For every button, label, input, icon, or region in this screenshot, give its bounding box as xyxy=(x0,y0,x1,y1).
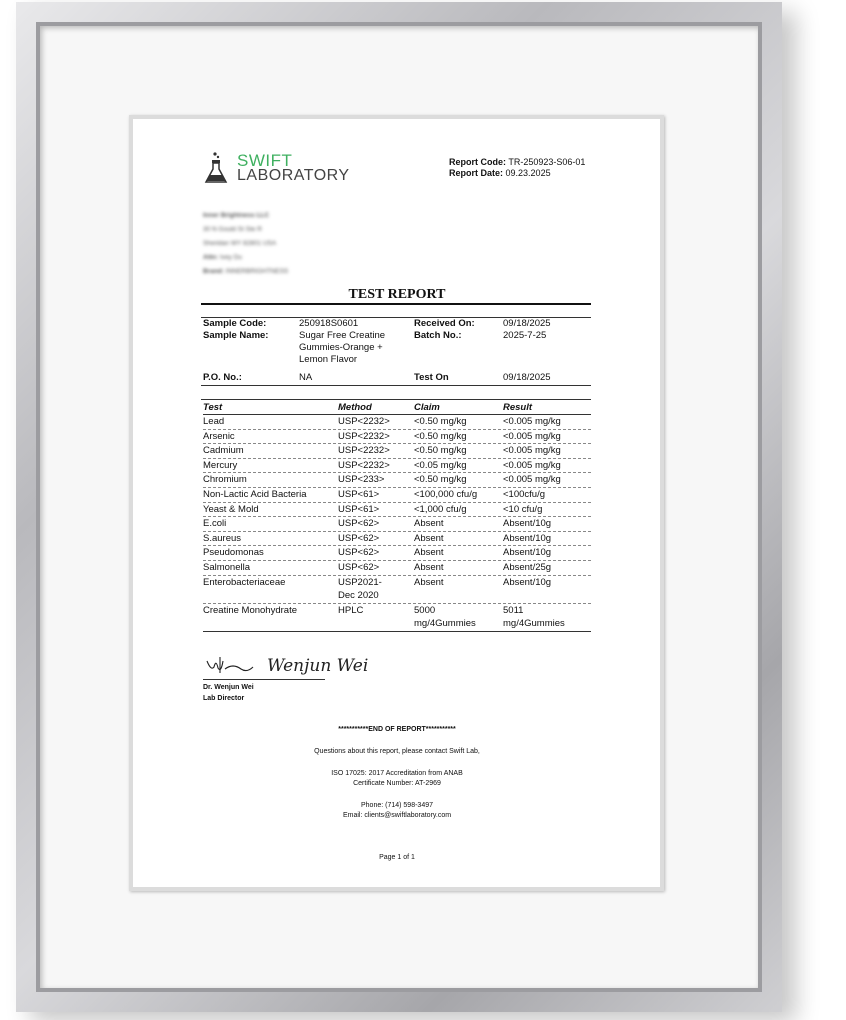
header-result: Result xyxy=(503,402,533,413)
cell-result: <0.005 mg/kg xyxy=(503,474,561,486)
cell-claim: Absent xyxy=(414,532,444,544)
client-address-block xyxy=(203,209,288,279)
report-meta xyxy=(449,157,585,179)
client-company: Inner Brightness LLC xyxy=(203,212,270,219)
info-row xyxy=(203,318,591,330)
title-rule xyxy=(201,303,591,305)
cell-result: <0.005 mg/kg xyxy=(503,459,561,471)
cell-method: USP<62> xyxy=(338,561,380,573)
cell-result: Absent/10g xyxy=(503,532,552,544)
table-row xyxy=(203,546,591,561)
table-row xyxy=(203,503,591,518)
signature-text: Wenjun Wei xyxy=(267,656,369,676)
cell-test: Pseudomonas xyxy=(203,547,264,559)
signer-role: Lab Director xyxy=(203,695,245,702)
cell-method: USP<62> xyxy=(338,518,380,530)
method-line-2: Dec 2020 xyxy=(338,590,379,602)
attn-name: Ivey Du xyxy=(219,254,243,261)
end-of-report: ***********END OF REPORT*********** xyxy=(338,726,456,733)
client-address-line-1: 30 N Gould St Ste R xyxy=(203,226,262,233)
received-date: 09/18/2025 xyxy=(503,318,551,329)
method-line-1: USP2021- xyxy=(338,576,382,588)
table-row xyxy=(203,532,591,547)
swift-laboratory-logo xyxy=(203,151,350,185)
info-row xyxy=(203,372,591,384)
cell-method: USP<2232> xyxy=(338,459,390,471)
document-title: TEST REPORT xyxy=(348,287,446,302)
cell-result: <10 cfu/g xyxy=(503,503,543,515)
cell-test: Cadmium xyxy=(203,445,244,457)
report-date: 09.23.2025 xyxy=(505,168,551,178)
signer-name: Dr. Wenjun Wei xyxy=(203,684,254,691)
iso-accreditation: ISO 17025: 2017 Accreditation from ANAB xyxy=(331,770,463,777)
cell-method: USP<233> xyxy=(338,474,385,486)
cell-test: E.coli xyxy=(203,518,227,530)
info-bottom-rule xyxy=(201,385,591,386)
sample-code-label: Sample Code: xyxy=(203,318,267,329)
test-results-table xyxy=(203,401,591,632)
sample-name-label: Sample Name: xyxy=(203,330,269,341)
table-row xyxy=(203,488,591,503)
header-method: Method xyxy=(338,402,372,413)
cell-claim: <1,000 cfu/g xyxy=(414,503,467,515)
cell-result: Absent/10g xyxy=(503,547,552,559)
cell-test: Mercury xyxy=(203,459,238,471)
cell-method: USP<2232> xyxy=(338,445,390,457)
brand-label: Brand: xyxy=(203,268,224,275)
cell-claim: <0.50 mg/kg xyxy=(414,445,467,457)
cell-claim: <0.50 mg/kg xyxy=(414,474,467,486)
cell-claim: Absent xyxy=(414,547,444,559)
phone: Phone: (714) 598-3497 xyxy=(361,802,433,809)
table-row xyxy=(203,473,591,488)
page-number: Page 1 of 1 xyxy=(379,854,415,861)
cell-claim: Absent xyxy=(414,518,444,530)
cell-claim: <100,000 cfu/g xyxy=(414,488,478,500)
table-row xyxy=(203,561,591,576)
logo-laboratory-text: LABORATORY xyxy=(237,167,350,184)
test-on-label: Test On xyxy=(414,372,449,383)
cell-result: Absent/10g xyxy=(503,518,552,530)
cell-test: Yeast & Mold xyxy=(203,503,259,515)
client-address-line-2: Sheridan WY 82801 USA xyxy=(203,240,277,247)
cell-claim: Absent xyxy=(414,561,444,573)
sample-info-table xyxy=(203,318,591,384)
batch-number: 2025-7-25 xyxy=(503,330,547,341)
cell-test: Lead xyxy=(203,416,225,427)
report-footer xyxy=(203,725,591,821)
test-rows xyxy=(203,415,591,576)
contact-note: Questions about this report, please contact Swift Lab, xyxy=(314,748,480,755)
table-row xyxy=(203,459,591,474)
cell-test: Chromium xyxy=(203,474,247,486)
handwritten-signature xyxy=(203,649,369,679)
cell-method: HPLC xyxy=(338,604,364,616)
result-line-2: mg/4Gummies xyxy=(503,618,565,630)
cell-result: <0.005 mg/kg xyxy=(503,416,561,427)
cell-result: <0.005 mg/kg xyxy=(503,430,561,442)
po-number: NA xyxy=(299,372,313,383)
sample-name-line-3: Lemon Flavor xyxy=(299,354,358,365)
table-row xyxy=(203,604,591,632)
test-on-date: 09/18/2025 xyxy=(503,372,551,383)
table-row xyxy=(203,430,591,445)
cell-test: Non-Lactic Acid Bacteria xyxy=(203,488,307,500)
cell-method: USP<2232> xyxy=(338,416,390,427)
report-code-label: Report Code: xyxy=(449,157,506,167)
cell-claim: <0.50 mg/kg xyxy=(414,416,467,427)
logo-swift-text: SWIFT xyxy=(237,151,293,170)
batch-label: Batch No.: xyxy=(414,330,462,341)
cell-result: Absent/25g xyxy=(503,561,552,573)
flask-icon xyxy=(203,151,229,185)
cell-test: Creatine Monohydrate xyxy=(203,604,297,616)
cell-result: <0.005 mg/kg xyxy=(503,445,561,457)
brand-name: INNERBRIGHTNESS xyxy=(225,268,289,275)
cell-method: USP<2232> xyxy=(338,430,390,442)
cell-test: S.aureus xyxy=(203,532,242,544)
attn-label: Attn: xyxy=(203,254,219,261)
claim-line-1: 5000 xyxy=(414,604,436,616)
claim-line-2: mg/4Gummies xyxy=(414,618,476,630)
received-label: Received On: xyxy=(414,318,475,329)
signer-block xyxy=(203,682,254,704)
cell-method: USP<62> xyxy=(338,532,380,544)
cell-test: Arsenic xyxy=(203,430,235,442)
cell-method: USP<61> xyxy=(338,503,380,515)
email: Email: clients@swiftlaboratory.com xyxy=(342,812,452,819)
cell-claim xyxy=(414,604,503,631)
signature-line xyxy=(203,679,325,680)
cell-result: Absent/10g xyxy=(503,576,552,588)
table-header-row xyxy=(203,401,591,415)
certificate-number: Certificate Number: AT-2969 xyxy=(353,780,441,787)
cell-claim: <0.50 mg/kg xyxy=(414,430,467,442)
cell-test: Enterobacteriaceae xyxy=(203,576,286,588)
cell-method xyxy=(338,576,414,603)
table-row xyxy=(203,415,591,430)
info-row xyxy=(203,330,591,366)
tests-top-rule xyxy=(201,399,591,400)
sample-name xyxy=(299,330,414,366)
sample-name-line-1: Sugar Free Creatine xyxy=(299,330,386,341)
sample-code: 250918S0601 xyxy=(299,318,359,329)
cell-test: Salmonella xyxy=(203,561,250,573)
report-code: TR-250923-S06-01 xyxy=(508,157,586,167)
info-top-rule xyxy=(201,317,591,318)
cell-claim: <0.05 mg/kg xyxy=(414,459,467,471)
table-row xyxy=(203,517,591,532)
cell-result: <100cfu/g xyxy=(503,488,545,500)
cell-method: USP<61> xyxy=(338,488,380,500)
cell-claim: Absent xyxy=(414,576,444,588)
test-report-document xyxy=(133,119,660,887)
table-row xyxy=(203,444,591,459)
report-date-label: Report Date: xyxy=(449,168,504,178)
cell-result xyxy=(503,604,591,631)
cell-method: USP<62> xyxy=(338,547,380,559)
header-claim: Claim xyxy=(414,402,440,413)
po-label: P.O. No.: xyxy=(203,372,242,383)
header-test: Test xyxy=(203,402,223,413)
sample-name-line-2: Gummies-Orange + xyxy=(299,342,383,353)
result-line-1: 5011 xyxy=(503,604,524,616)
table-row xyxy=(203,576,591,604)
